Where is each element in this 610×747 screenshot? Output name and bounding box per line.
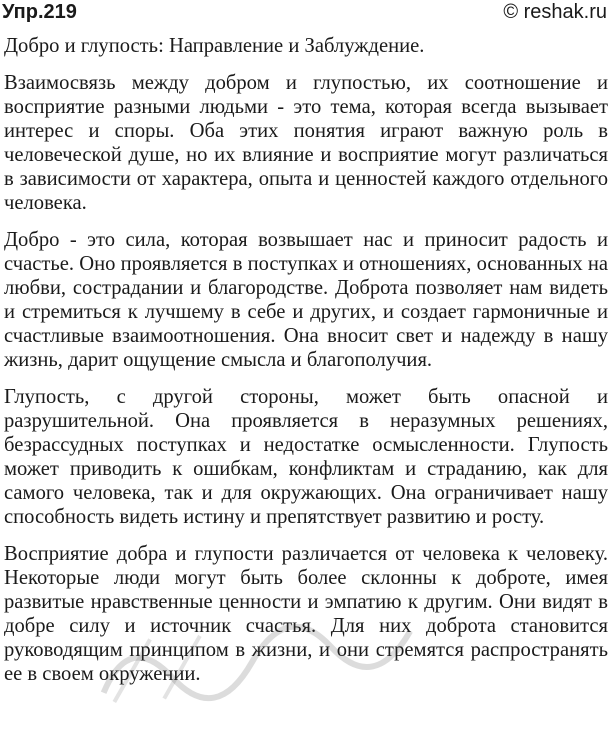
essay-title: Добро и глупость: Направление и Заблуждение. <box>4 35 425 57</box>
exercise-label: Упр.219 <box>2 1 77 23</box>
paragraph-1: Взаимосвязь между добром и глупостью, их соотношение и восприятие разными людьми - это тема, которая всегда вызывает интерес и споры. Оба этих понятия играют важную роль в человеческой душе, но их влияние и восприятие могут различаться в зависимости от характера, опыта и ценностей каждого отдельного человека. <box>4 72 608 214</box>
site-copyright-mark: © reshak.ru <box>503 1 607 23</box>
page-header <box>0 0 610 26</box>
paragraph-4: Восприятие добра и глупости различается от человека к человеку. Некоторые люди могут быть более склонны к доброте, имея развитые нравственные ценности и эмпатию к другим. Они видят в добре силу и источник счастья. Для них доброта становится руководящим принципом в жизни, и они стремятся распространять ее в своем окружении. <box>4 543 608 685</box>
document-body <box>4 34 608 699</box>
paragraph-3: Глупость, с другой стороны, может быть опасной и разрушительной. Она проявляется в неразумных решениях, безрассудных поступках и недостатке осмысленности. Глупость может приводить к ошибкам, конфликтам и страданию, как для самого человека, так и для окружающих. Она ограничивает нашу способность видеть истину и препятствует развитию и росту. <box>4 386 608 528</box>
paragraph-2: Добро - это сила, которая возвышает нас и приносит радость и счастье. Оно проявляется в поступках и отношениях, основанных на любви, сострадании и благородстве. Доброта позволяет нам видеть и стремиться к лучшему в себе и других, и создает гармоничные и счастливые взаимоотношения. Она вносит свет и надежду в нашу жизнь, дарит ощущение смысла и благополучия. <box>4 229 608 371</box>
